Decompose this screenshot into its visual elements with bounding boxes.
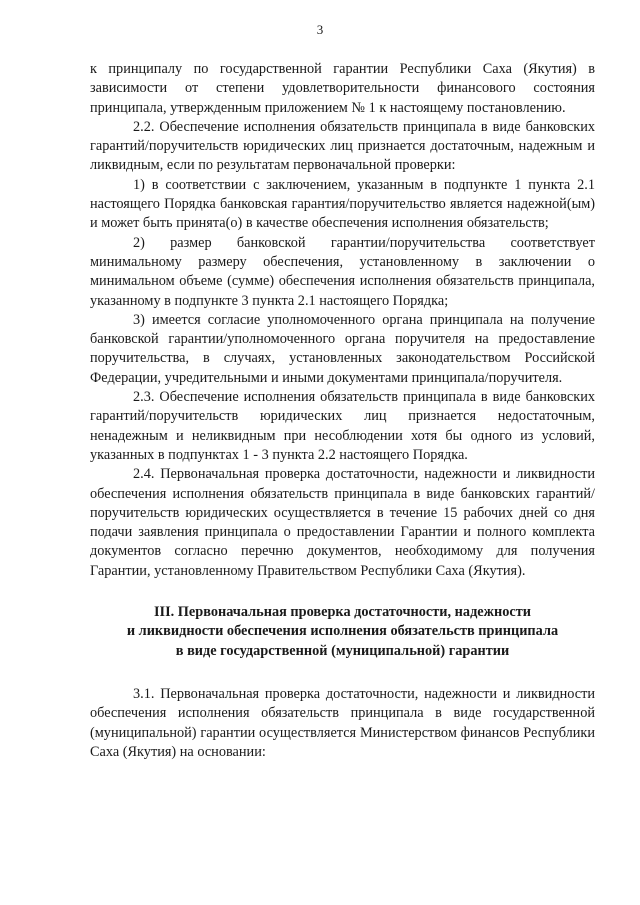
paragraph-continuation: к принципалу по государственной гарантии Республики Саха (Якутия) в зависимости от степени удовлетворительности финансового состояния принципала, утвержденным приложением № 1 к настоящему постановлению. (90, 61, 595, 116)
paragraph-2-4: 2.4. Первоначальная проверка достаточности, надежности и ликвидности обеспечения исполнения обязательств принципала в виде банковских гарантий/поручительств юридических осуществляется в течение 15 рабочих дней со дня подачи заявления принципала о предоставлении Гарантии и полного комплекта документов согласно перечню документов, необходимому для получения Гарантии, установленному Правительством Республики Саха (Якутия). (90, 466, 595, 579)
paragraph-3-1: 3.1. Первоначальная проверка достаточности, надежности и ликвидности обеспечения исполнения обязательств принципала в виде государственной (муниципальной) гарантии осуществляется Министерством финансов Республики Саха (Якутия) на основании: (90, 685, 595, 760)
section-heading (90, 603, 595, 661)
paragraph-2-2-item-1: 1) в соответствии с заключением, указанным в подпункте 1 пункта 2.1 настоящего Порядка банковская гарантия/поручительство является надежной(ым) и может быть принята(о) в качестве обеспечения исполнения обязательств; (90, 176, 595, 232)
section-heading-line-1: III. Первоначальная проверка достаточности, надежности (153, 604, 532, 621)
section-heading-line-3: в виде государственной (муниципальной) гарантии (175, 642, 510, 659)
paragraph-2-3: 2.3. Обеспечение исполнения обязательств принципала в виде банковских гарантий/поручительств юридических лиц признается недостаточным, ненадежным и неликвидным при несоблюдении хотя бы одного из условий, указанных в подпунктах 1 - 3 пункта 2.2 настоящего Порядка. (90, 389, 595, 463)
page-number: 3 (316, 22, 324, 37)
paragraph-2-2: 2.2. Обеспечение исполнения обязательств принципала в виде банковских гарантий/поручительств юридических лиц признается достаточным, надежным и ликвидным, если по результатам первоначальной проверки: (90, 118, 595, 174)
document-body (90, 60, 595, 762)
paragraph-2-2-item-2: 2) размер банковской гарантии/поручительства соответствует минимальному размеру обеспечения, установленному в заключении о минимальном объеме (сумме) обеспечения исполнения обязательств принципала, указанному в подпункте 3 пункта 2.1 настоящего Порядка; (90, 234, 595, 309)
paragraph-2-2-item-3: 3) имеется согласие уполномоченного органа принципала на получение банковской гарантии/уполномоченного органа поручителя на предоставление поручительства, в случаях, установленных законодательством Российской Федерации, учредительными и иными документами принципала/поручителя. (90, 311, 595, 386)
section-heading-line-2: и ликвидности обеспечения исполнения обязательств принципала (126, 623, 559, 640)
